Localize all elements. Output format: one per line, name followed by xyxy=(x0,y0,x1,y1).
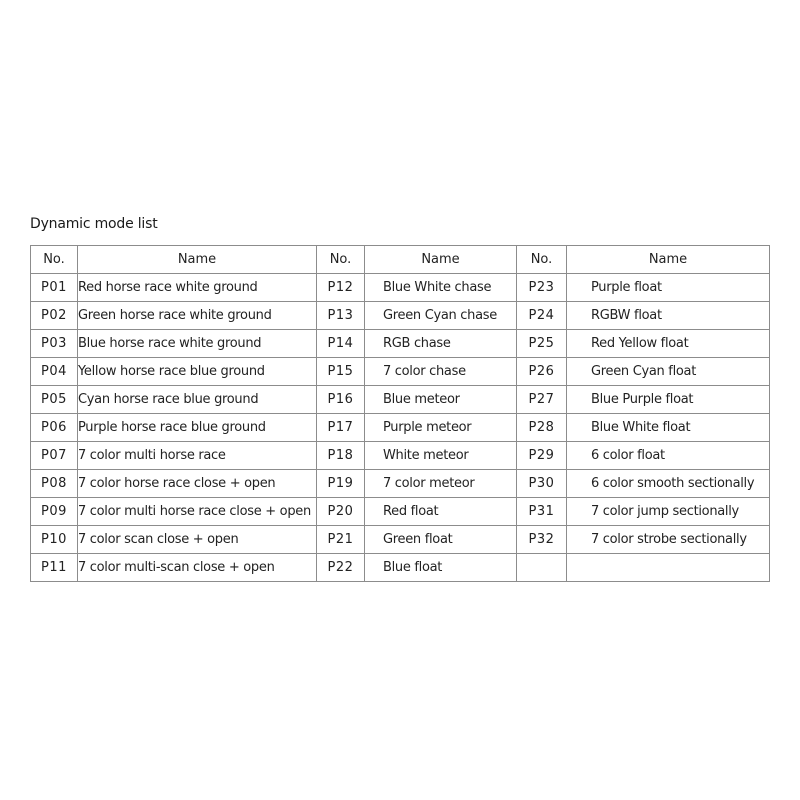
header-name: Name xyxy=(78,246,317,274)
mode-number: P21 xyxy=(317,526,365,554)
table-row xyxy=(31,470,770,498)
table-row xyxy=(31,274,770,302)
mode-name: 7 color horse race close + open xyxy=(78,470,317,498)
mode-name: Red horse race white ground xyxy=(78,274,317,302)
mode-number xyxy=(517,554,567,582)
mode-name: Purple float xyxy=(567,274,770,302)
mode-number: P08 xyxy=(31,470,78,498)
mode-number: P29 xyxy=(517,442,567,470)
mode-number: P22 xyxy=(317,554,365,582)
table-row xyxy=(31,302,770,330)
mode-name: RGB chase xyxy=(365,330,517,358)
mode-number: P02 xyxy=(31,302,78,330)
header-name: Name xyxy=(365,246,517,274)
mode-name: 6 color float xyxy=(567,442,770,470)
header-no: No. xyxy=(317,246,365,274)
mode-number: P25 xyxy=(517,330,567,358)
mode-name: Blue horse race white ground xyxy=(78,330,317,358)
mode-number: P11 xyxy=(31,554,78,582)
mode-name: 7 color multi horse race close + open xyxy=(78,498,317,526)
mode-name: 7 color strobe sectionally xyxy=(567,526,770,554)
table-row xyxy=(31,358,770,386)
mode-name: 6 color smooth sectionally xyxy=(567,470,770,498)
table-row xyxy=(31,330,770,358)
mode-name: Yellow horse race blue ground xyxy=(78,358,317,386)
mode-number: P26 xyxy=(517,358,567,386)
header-no: No. xyxy=(517,246,567,274)
mode-name: Blue White float xyxy=(567,414,770,442)
dynamic-mode-table xyxy=(30,245,770,582)
mode-name: Red float xyxy=(365,498,517,526)
mode-number: P06 xyxy=(31,414,78,442)
mode-name: Red Yellow float xyxy=(567,330,770,358)
mode-number: P13 xyxy=(317,302,365,330)
mode-name: 7 color jump sectionally xyxy=(567,498,770,526)
mode-number: P32 xyxy=(517,526,567,554)
mode-name: Blue White chase xyxy=(365,274,517,302)
mode-name: 7 color multi horse race xyxy=(78,442,317,470)
mode-number: P09 xyxy=(31,498,78,526)
mode-name: White meteor xyxy=(365,442,517,470)
mode-number: P14 xyxy=(317,330,365,358)
header-row xyxy=(31,246,770,274)
table-row xyxy=(31,414,770,442)
mode-number: P31 xyxy=(517,498,567,526)
mode-number: P27 xyxy=(517,386,567,414)
table-row xyxy=(31,386,770,414)
table-caption: Dynamic mode list xyxy=(30,216,158,232)
mode-name: Purple horse race blue ground xyxy=(78,414,317,442)
mode-number: P12 xyxy=(317,274,365,302)
table-row xyxy=(31,442,770,470)
mode-name: Green horse race white ground xyxy=(78,302,317,330)
header-name: Name xyxy=(567,246,770,274)
mode-name: Blue meteor xyxy=(365,386,517,414)
mode-number: P23 xyxy=(517,274,567,302)
mode-name: Green float xyxy=(365,526,517,554)
mode-number: P16 xyxy=(317,386,365,414)
mode-number: P19 xyxy=(317,470,365,498)
mode-name: RGBW float xyxy=(567,302,770,330)
mode-number: P20 xyxy=(317,498,365,526)
mode-number: P17 xyxy=(317,414,365,442)
mode-number: P30 xyxy=(517,470,567,498)
mode-number: P01 xyxy=(31,274,78,302)
mode-number: P03 xyxy=(31,330,78,358)
mode-name: 7 color multi-scan close + open xyxy=(78,554,317,582)
mode-number: P10 xyxy=(31,526,78,554)
mode-number: P05 xyxy=(31,386,78,414)
mode-name: 7 color scan close + open xyxy=(78,526,317,554)
mode-name: Purple meteor xyxy=(365,414,517,442)
mode-number: P04 xyxy=(31,358,78,386)
mode-name: Blue float xyxy=(365,554,517,582)
mode-name: Blue Purple float xyxy=(567,386,770,414)
mode-name: 7 color meteor xyxy=(365,470,517,498)
mode-name: Green Cyan float xyxy=(567,358,770,386)
mode-name: Green Cyan chase xyxy=(365,302,517,330)
mode-name: Cyan horse race blue ground xyxy=(78,386,317,414)
mode-number: P15 xyxy=(317,358,365,386)
mode-number: P07 xyxy=(31,442,78,470)
mode-name: 7 color chase xyxy=(365,358,517,386)
header-no: No. xyxy=(31,246,78,274)
table-row xyxy=(31,526,770,554)
mode-number: P28 xyxy=(517,414,567,442)
table-row xyxy=(31,498,770,526)
mode-name xyxy=(567,554,770,582)
mode-number: P18 xyxy=(317,442,365,470)
table-row xyxy=(31,554,770,582)
mode-number: P24 xyxy=(517,302,567,330)
